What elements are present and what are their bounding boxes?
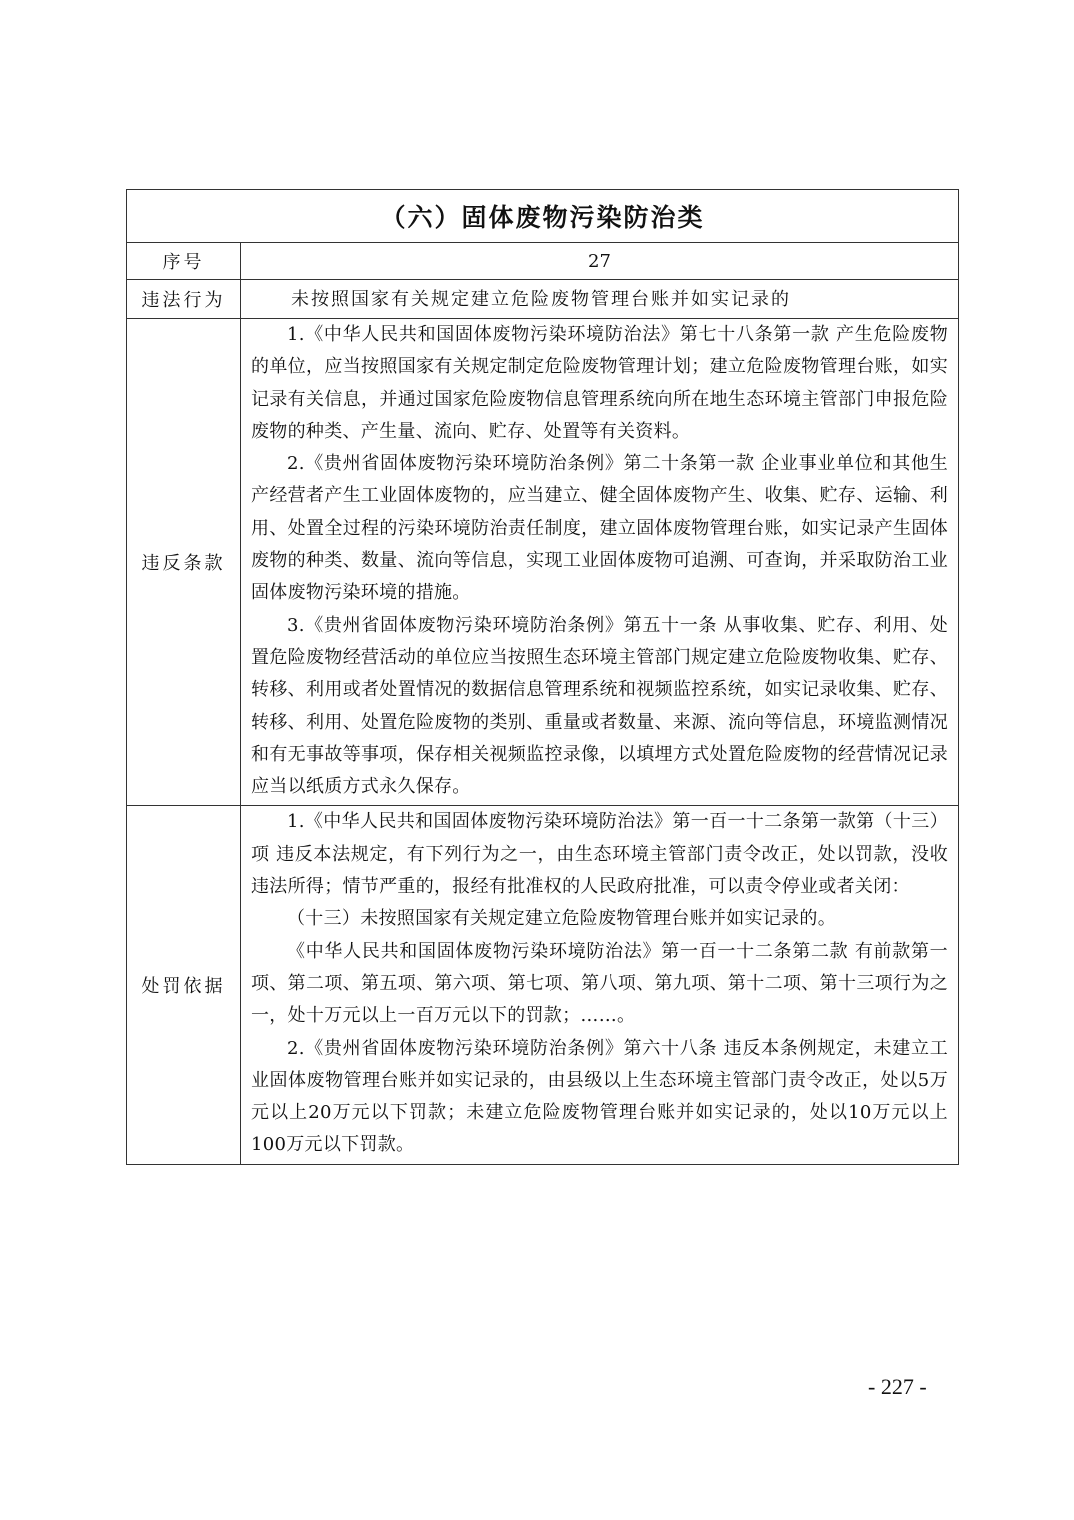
clause-paragraph: 1.《中华人民共和国固体废物污染环境防治法》第七十八条第一款 产生危险废物的单位，应当按照国家有关规定制定危险废物管理计划；建立危险废物管理台账，如实记录有关信息，并通过国家危险废物信息管理系统向所在地生态环境主管部门申报危险废物的种类、产生量、流向、贮存、处置等有关资料。 <box>251 324 948 442</box>
table-title-row <box>127 190 959 243</box>
clause-paragraph: 2.《贵州省固体废物污染环境防治条例》第二十条第一款 企业事业单位和其他生产经营者产生工业固体废物的，应当建立、健全固体废物产生、收集、贮存、运输、利用、处置全过程的污染环境防治责任制度，建立固体废物管理台账，如实记录产生固体废物的种类、数量、流向等信息，实现工业固体废物可追溯、可查询，并采取防治工业固体废物污染环境的措施。 <box>251 453 948 604</box>
clause-paragraph: 3.《贵州省固体废物污染环境防治条例》第五十一条 从事收集、贮存、利用、处置危险废物经营活动的单位应当按照生态环境主管部门规定建立危险废物收集、贮存、转移、利用或者处置情况的数据信息管理系统和视频监控系统，如实记录收集、贮存、转移、利用、处置危险废物的类别、重量或者数量、来源、流向等信息，环境监测情况和有无事故等事项，保存相关视频监控录像，以填埋方式处置危险废物的经营情况记录应当以纸质方式永久保存。 <box>251 614 948 798</box>
clauses-row <box>127 319 959 806</box>
penalty-paragraph: 1.《中华人民共和国固体废物污染环境防治法》第一百一十二条第一款第（十三）项 违反本法规定，有下列行为之一，由生态环境主管部门责令改正，处以罚款，没收违法所得；情节严重的，报经有批准权的人民政府批准，可以责令停业或者关闭： <box>251 811 948 898</box>
violation-cell <box>241 280 959 319</box>
penalty-paragraph: 2.《贵州省固体废物污染环境防治条例》第六十八条 违反本条例规定，未建立工业固体废物管理台账并如实记录的，由县级以上生态环境主管部门责令改正，处以5万元以上20万元以下罚款；未建立危险废物管理台账并如实记录的，处以10万元以上100万元以下罚款。 <box>251 1037 948 1156</box>
penalty-label: 处罚依据 <box>127 806 241 1164</box>
clauses-cell <box>241 319 959 806</box>
clauses-label: 违反条款 <box>127 319 241 806</box>
violation-value: 未按照国家有关规定建立危险废物管理台账并如实记录的 <box>291 289 791 310</box>
penalty-paragraph: （十三）未按照国家有关规定建立危险废物管理台账并如实记录的。 <box>287 908 836 930</box>
regulation-table <box>126 189 959 1165</box>
penalty-cell <box>241 806 959 1164</box>
page-number: - 227 - <box>868 1374 927 1399</box>
penalty-row <box>127 806 959 1164</box>
penalty-paragraph: 《中华人民共和国固体废物污染环境防治法》第一百一十二条第二款 有前款第一项、第二项、第五项、第六项、第七项、第八项、第九项、第十二项、第十三项行为之一，处十万元以上一百万元以下的罚款；……。 <box>251 940 948 1027</box>
serial-row <box>127 243 959 280</box>
violation-row <box>127 280 959 319</box>
violation-label: 违法行为 <box>127 280 241 319</box>
serial-value: 27 <box>241 243 959 280</box>
serial-label: 序号 <box>127 243 241 280</box>
table-title: （六）固体废物污染防治类 <box>127 190 959 243</box>
